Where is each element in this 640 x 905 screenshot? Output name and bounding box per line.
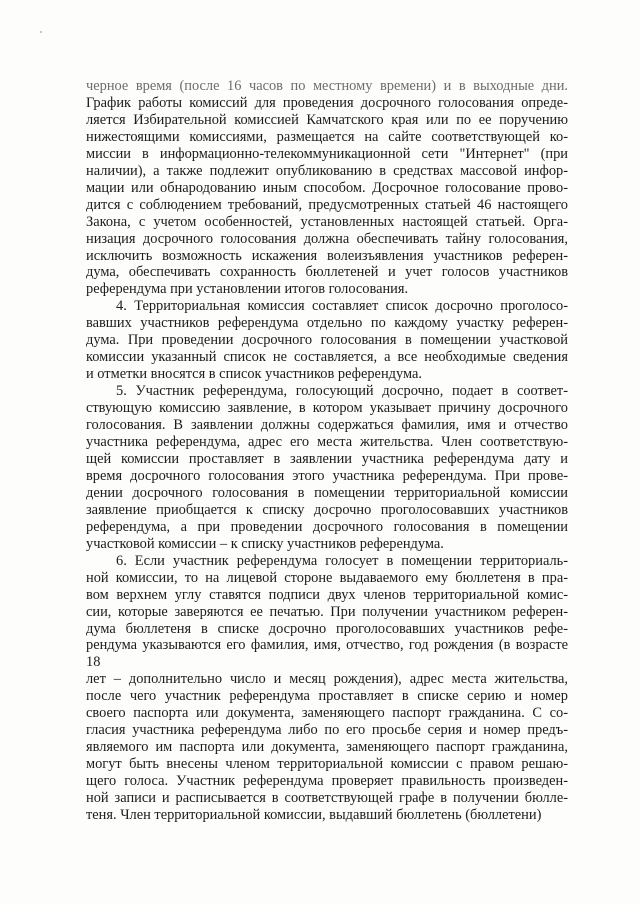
p-6-line: своего паспорта или документа, заменяющего паспорт гражданина. С со- bbox=[86, 705, 568, 722]
p-5-line: 5. Участник референдума, голосующий досрочно, подает в соответ- bbox=[116, 383, 568, 400]
p-5-line: референдума, а при проведении досрочного голосования в помещении bbox=[86, 518, 568, 535]
p-continuation-line: Закона, с учетом особенностей, установленных настоящей статьей. Орга- bbox=[86, 213, 568, 230]
p-5-line: дении досрочного голосования в помещении территориальной комиссии bbox=[86, 484, 568, 501]
p-5-line: участковой комиссии – к списку участников референдума. bbox=[86, 535, 444, 552]
p-4-line: и отметки вносятся в список участников референдума. bbox=[86, 366, 422, 383]
p-5-line: заявление приобщается к списку досрочно проголосовавших участников bbox=[86, 501, 568, 518]
p-6-line: дума бюллетеня в списке досрочно проголосовавших участников рефе- bbox=[86, 620, 568, 637]
p-4-line: комиссии указанный список не составляется, а все необходимые сведения bbox=[86, 349, 568, 366]
p-5-line: ствующую комиссию заявление, в котором указывает причину досрочного bbox=[86, 400, 568, 417]
p-6-line: щего голоса. Участник референдума проверяет правильность произведен- bbox=[86, 773, 568, 790]
p-continuation-line: референдума при установлении итогов голосования. bbox=[86, 281, 409, 298]
p-6-line: ной комиссии, то на лицевой стороне выдаваемого ему бюллетеня в пра- bbox=[86, 569, 568, 586]
p-continuation-line: черное время (после 16 часов по местному времени) и в выходные дни. bbox=[86, 78, 568, 94]
p-5-line: голосования. В заявлении должны содержаться фамилия, имя и отчество bbox=[86, 417, 568, 434]
p-continuation-line: наличии), а также подлежит опубликованию в средствах массовой инфор- bbox=[86, 162, 568, 179]
scan-speck bbox=[40, 31, 42, 33]
p-6-line: являемого им паспорта или документа, заменяющего паспорт гражданина, bbox=[86, 739, 568, 756]
document-body bbox=[86, 78, 568, 824]
p-continuation-line: дится с соблюдением требований, предусмотренных статьей 46 настоящего bbox=[86, 196, 568, 213]
p-6-line: после чего участник референдума проставляет в списке серию и номер bbox=[86, 688, 568, 705]
p-4-line: 4. Территориальная комиссия составляет список досрочно проголосо- bbox=[116, 298, 568, 315]
p-continuation-line: низация досрочного голосования должна обеспечивать тайну голосования, bbox=[86, 230, 568, 247]
p-continuation-line: мации или обнародованию иным способом. Досрочное голосование прово- bbox=[86, 179, 568, 196]
p-5-line: участника референдума, адрес его места жительства. Член соответствую- bbox=[86, 434, 568, 451]
p-4-line: вавших участников референдума отдельно по каждому участку референ- bbox=[86, 315, 568, 332]
p-4-line: дума. При проведении досрочного голосования в помещении участковой bbox=[86, 332, 568, 349]
p-continuation-line: дума, обеспечивать сохранность бюллетеней и учет голосов участников bbox=[86, 264, 568, 281]
p-6-line: рендума указываются его фамилия, имя, отчество, год рождения (в возрасте 18 bbox=[86, 637, 568, 671]
p-continuation-line: нижестоящими комиссиями, размещается на сайте соответствующей ко- bbox=[86, 128, 568, 145]
p-6-line: ной записи и расписывается в соответствующей графе в получении бюлле- bbox=[86, 790, 568, 807]
p-continuation-line: График работы комиссий для проведения досрочного голосования опреде- bbox=[86, 94, 568, 111]
p-5-line: щей комиссии проставляет в заявлении участника референдума дату и bbox=[86, 450, 568, 467]
p-6-line: могут быть внесены членом территориальной комиссии с правом решаю- bbox=[86, 756, 568, 773]
p-continuation-line: исключить возможность искажения волеизъявления участников референ- bbox=[86, 247, 568, 264]
p-continuation-line: миссии в информационно-телекоммуникационной сети "Интернет" (при bbox=[86, 145, 568, 162]
p-6-line: сии, которые заверяются ее печатью. При получении участником референ- bbox=[86, 603, 568, 620]
p-6-line: 6. Если участник референдума голосует в помещении территориаль- bbox=[116, 552, 568, 569]
p-6-line: вом верхнем углу ставятся подписи двух членов территориальной комис- bbox=[86, 586, 568, 603]
p-6-line: теня. Член территориальной комиссии, выдавший бюллетень (бюллетени) bbox=[86, 806, 542, 823]
p-6-line: гласия участника референдума либо по его просьбе серия и номер предъ- bbox=[86, 722, 568, 739]
p-6-line: лет – дополнительно число и месяц рождения), адрес места жительства, bbox=[86, 671, 568, 688]
p-continuation-line: ляется Избирательной комиссией Камчатского края или по ее поручению bbox=[86, 111, 568, 128]
p-5-line: время досрочного голосования этого участника референдума. При прове- bbox=[86, 467, 568, 484]
